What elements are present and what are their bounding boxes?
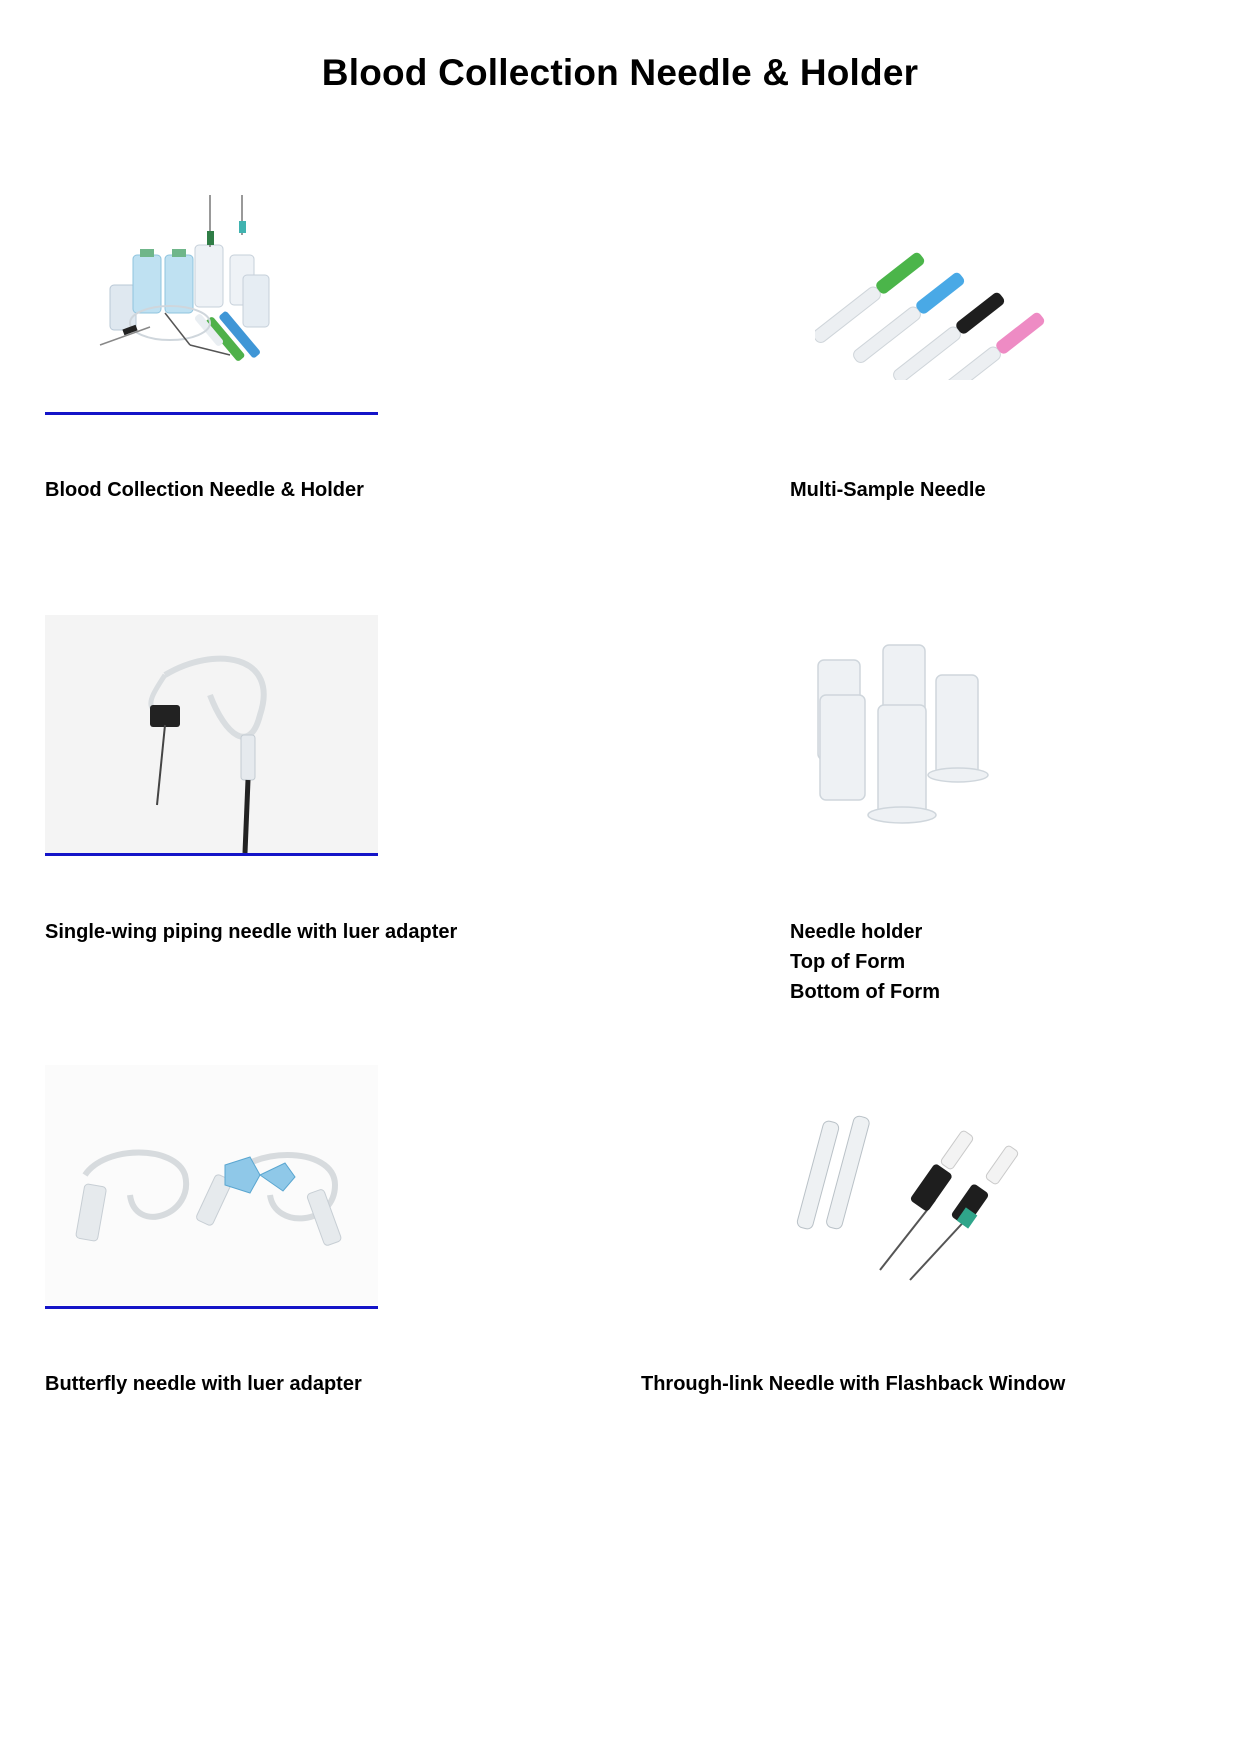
page-title: Blood Collection Needle & Holder xyxy=(321,52,919,93)
butterfly-needle-photo xyxy=(45,1065,378,1305)
image-underline xyxy=(45,853,378,856)
product-caption: Through-link Needle with Flashback Window xyxy=(641,1373,1066,1395)
flashback-needle-photo xyxy=(785,1110,1045,1285)
form-boundary-text: Bottom of Form xyxy=(790,981,940,1003)
product-caption: Single-wing piping needle with luer adapter xyxy=(45,921,458,943)
blood-collection-set-photo xyxy=(95,195,325,385)
form-boundary-text: Top of Form xyxy=(790,951,906,973)
product-caption: Butterfly needle with luer adapter xyxy=(45,1373,362,1395)
single-wing-needle-photo xyxy=(45,615,378,853)
multi-sample-needles-photo xyxy=(815,205,1045,380)
image-underline xyxy=(45,412,378,415)
product-caption: Needle holder xyxy=(790,921,923,943)
product-caption: Multi-Sample Needle xyxy=(790,479,986,501)
product-caption: Blood Collection Needle & Holder xyxy=(45,479,364,501)
image-underline xyxy=(45,1306,378,1309)
needle-holders-photo xyxy=(808,640,993,840)
